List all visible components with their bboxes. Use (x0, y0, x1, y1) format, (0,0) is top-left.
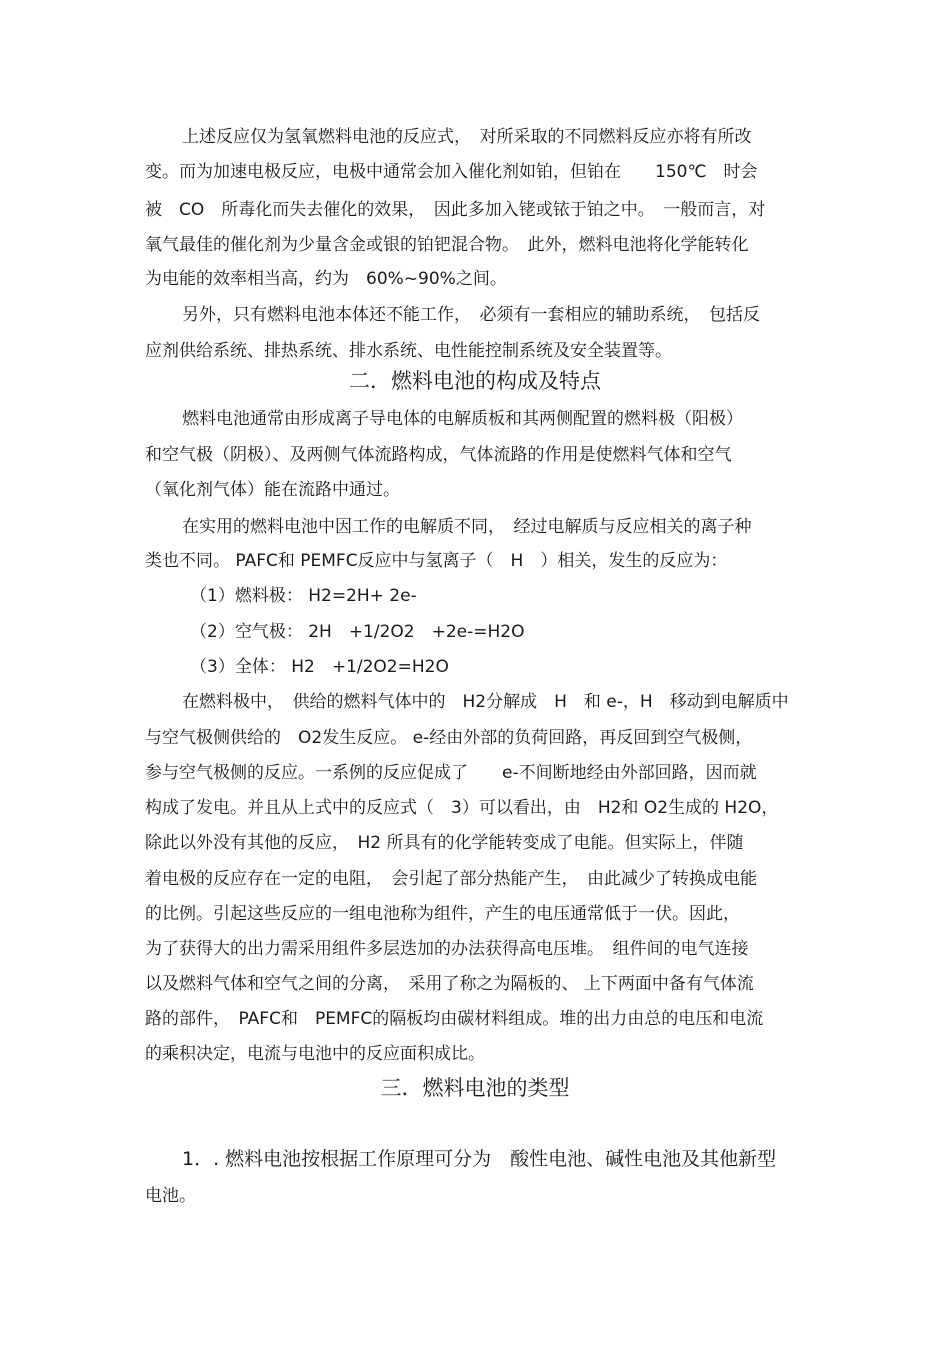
paragraph-1-line-5: 为电能的效率相当高，约为 60%~90%之间。 (145, 269, 507, 289)
equation-fuel-electrode: （1）燃料极： H2=2H+ 2e- (190, 586, 417, 606)
paragraph-1-line-3: 被 CO 所毒化而失去催化的效果， 因此多加入铑或铱于铂之中。 一般而言，对 (145, 200, 766, 220)
paragraph-3-line-2: 和空气极（阴极）、及两侧气体流路构成，气体流路的作用是使燃料气体和空气 (145, 445, 732, 465)
paragraph-5-line-7: 的比例。引起这些反应的一组电池称为组件，产生的电压通常低于一伏。因此， (145, 904, 740, 924)
paragraph-5-line-10: 路的部件， PAFC和 PEMFC的隔板均由碳材料组成。堆的出力由总的电压和电流 (145, 1009, 764, 1029)
paragraph-5-line-9: 以及燃料气体和空气之间的分离， 采用了称之为隔板的、 上下两面中备有气体流 (145, 974, 754, 994)
paragraph-5-line-11: 的乘积决定，电流与电池中的反应面积成比。 (145, 1044, 485, 1064)
paragraph-4-line-1: 在实用的燃料电池中因工作的电解质不同， 经过电解质与反应相关的离子种 (182, 517, 752, 537)
paragraph-5-line-3: 参与空气极侧的反应。一系例的反应促成了 e-不间断地经由外部回路，因而就 (145, 763, 757, 783)
paragraph-3-line-1: 燃料电池通常由形成离子导电体的电解质板和其两侧配置的燃料极（阳极） (182, 409, 743, 429)
paragraph-1-line-1: 上述反应仅为氢氧燃料电池的反应式， 对所采取的不同燃料反应亦将有所改 (182, 127, 752, 147)
paragraph-2-line-2: 应剂供给系统、排热系统、排水系统、电性能控制系统及安全装置等。 (145, 341, 672, 361)
equation-overall: （3）全体： H2 +1/2O2=H2O (190, 657, 449, 677)
paragraph-5-line-2: 与空气极侧供给的 O2发生反应。 e-经由外部的负荷回路，再反回到空气极侧， (145, 728, 753, 748)
paragraph-1-line-2: 变。而为加速电极反应，电极中通常会加入催化剂如铂，但铂在 150℃ 时会 (145, 162, 758, 182)
equation-air-electrode: （2）空气极： 2H +1/2O2 +2e-=H2O (190, 622, 525, 642)
paragraph-4-line-2: 类也不同。 PAFC和 PEMFC反应中与氢离子（ H ）相关，发生的反应为： (145, 551, 728, 571)
section-heading-2: 二．燃料电池的构成及特点 (349, 369, 601, 393)
paragraph-3-line-3: （氧化剂气体）能在流路中通过。 (145, 480, 400, 500)
paragraph-5-line-1: 在燃料极中， 供给的燃料气体中的 H2分解成 H 和 e-，H 移动到电解质中 (182, 692, 789, 712)
paragraph-5-line-6: 着电极的反应存在一定的电阻， 会引起了部分热能产生， 由此减少了转换成电能 (145, 869, 757, 889)
paragraph-1-line-4: 氧气最佳的催化剂为少量含金或银的铂钯混合物。 此外，燃料电池将化学能转化 (145, 235, 749, 255)
paragraph-5-line-5: 除此以外没有其他的反应， H2 所具有的化学能转变成了电能。但实际上，伴随 (145, 833, 744, 853)
paragraph-2-line-1: 另外，只有燃料电池本体还不能工作， 必须有一套相应的辅助系统， 包括反 (182, 305, 760, 325)
paragraph-5-line-4: 构成了发电。并且从上式中的反应式（ 3）可以看出，由 H2和 O2生成的 H2O， (145, 798, 779, 818)
paragraph-5-line-8: 为了获得大的出力需采用组件多层迭加的办法获得高电压堆。 组件间的电气连接 (145, 939, 749, 959)
paragraph-6-line-2: 电池。 (145, 1186, 196, 1206)
paragraph-6-line-1: 1．. 燃料电池按根据工作原理可分为 酸性电池、碱性电池及其他新型 (182, 1148, 777, 1170)
section-heading-3: 三．燃料电池的类型 (380, 1076, 570, 1100)
